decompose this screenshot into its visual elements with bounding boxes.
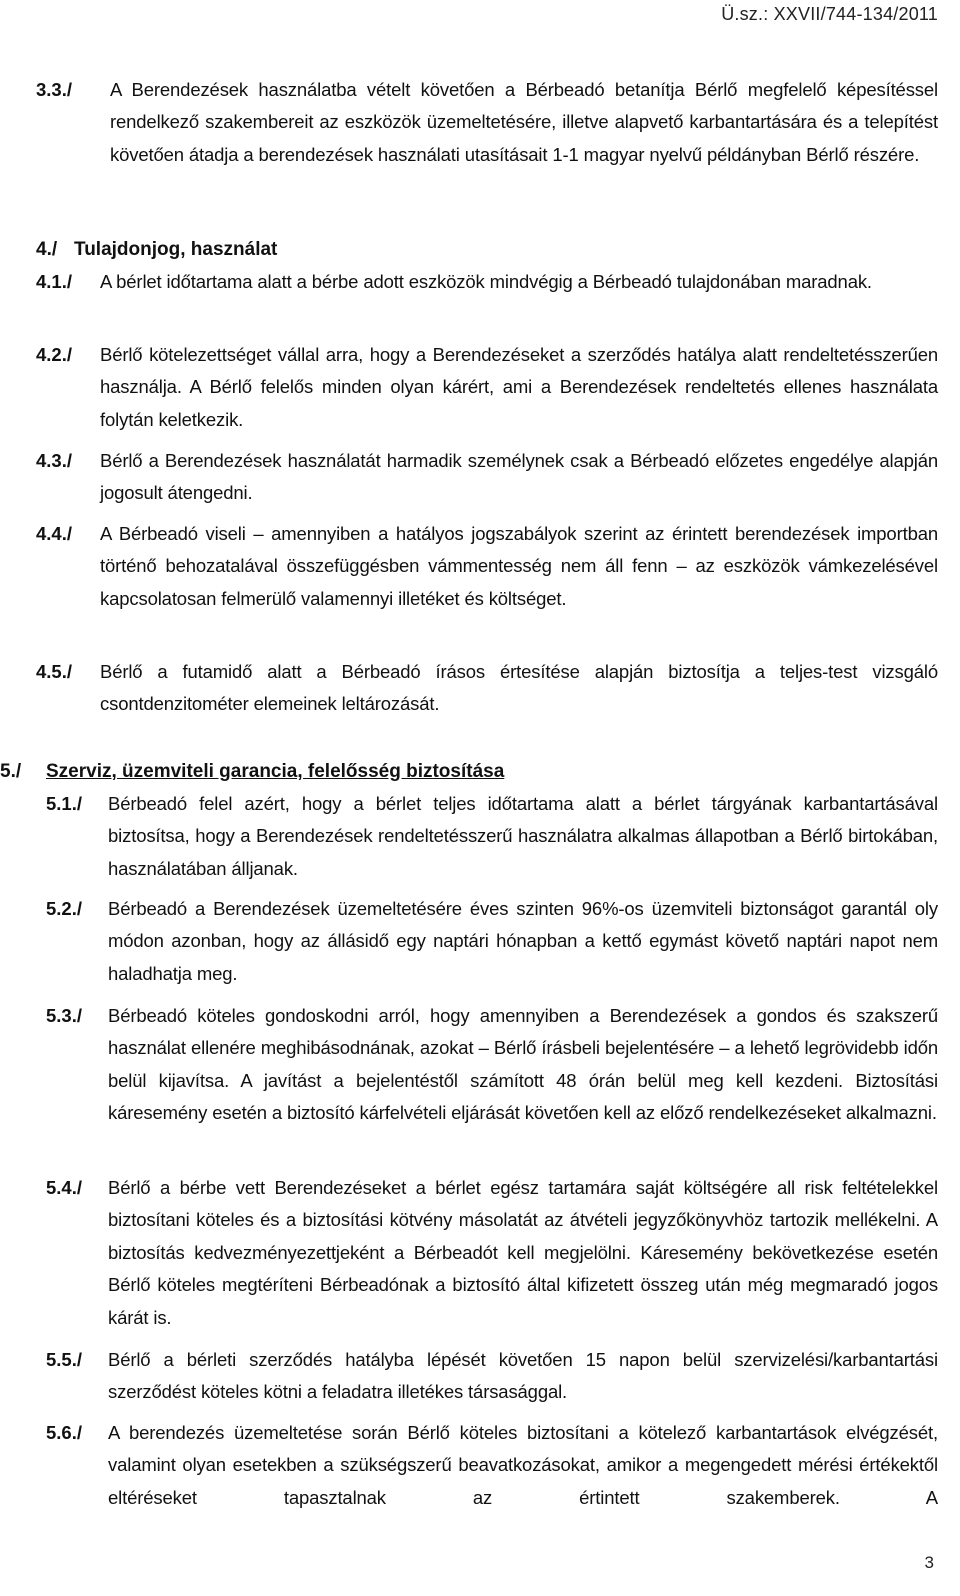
- section-text-4-1: A bérlet időtartama alatt a bérbe adott eszközök mindvégig a Bérbeadó tulajdonában maradnak.: [100, 271, 872, 292]
- section-number-5-3: 5.3./: [46, 1005, 82, 1026]
- section-number-4-3: 4.3./: [36, 450, 72, 471]
- section-number-4-1: 4.1./: [36, 271, 72, 292]
- page-number: 3: [924, 1553, 934, 1572]
- heading-number-4: 4./: [36, 239, 58, 260]
- section-number-5-6: 5.6./: [46, 1422, 82, 1443]
- document-reference: Ü.sz.: XXVII/744-134/2011: [721, 4, 938, 24]
- section-number-5-1: 5.1./: [46, 793, 82, 814]
- section-number-5-5: 5.5./: [46, 1349, 82, 1370]
- section-text-5-2: Bérbeadó a Berendezések üzemeltetésére éves szinten 96%-os üzemviteli biztonságot garantál oly módon azonban, hogy az állásidő egy naptári hónapban a kettő egymást követő naptári napot nem haladhatja meg.: [108, 898, 938, 984]
- section-text-4-5: Bérlő a futamidő alatt a Bérbeadó írásos értesítése alapján biztosítja a teljes-test vizsgáló csontdenzitométer elemeinek leltározását.: [100, 661, 938, 715]
- heading-title-4: Tulajdonjog, használat: [74, 239, 278, 260]
- section-text-4-4: A Bérbeadó viseli – amennyiben a hatályos jogszabályok szerint az érintett berendezések importban történő behozatalával összefüggésben vámmentesség nem áll fenn – az eszközök vámkezelésével kapcsolatosan felmerülő valamennyi illetéket és költséget.: [100, 523, 938, 609]
- section-text-5-4: Bérlő a bérbe vett Berendezéseket a bérlet egész tartamára saját költségére all risk feltételekkel biztosítani köteles és a biztosítási kötvény másolatát az átvételi jegyzőkönyvhöz tartozik mellékelni. A biztosítás kedvezményezettjeként a Bérbeadót kell megjelölni. Káresemény bekövetkezése esetén Bérlő köteles megtéríteni Bérbeadónak a biztosító által kifizetett összeg után még megmaradó jogos kárát is.: [108, 1177, 938, 1328]
- heading-number-5: 5./: [0, 761, 22, 782]
- heading-title-5: Szerviz, üzemviteli garancia, felelősség biztosítása: [46, 761, 505, 782]
- section-number-4-2: 4.2./: [36, 344, 72, 365]
- section-number-5-4: 5.4./: [46, 1177, 82, 1198]
- section-text-4-2: Bérlő kötelezettséget vállal arra, hogy a Berendezéseket a szerződés hatálya alatt rendeltetésszerűen használja. A Bérlő felelős minden olyan kárért, ami a Berendezések rendeltetés ellenes használata folytán keletkezik.: [100, 344, 938, 430]
- section-text-5-3: Bérbeadó köteles gondoskodni arról, hogy amennyiben a Berendezések a gondos és szakszerű használat ellenére meghibásodnának, azokat – Bérlő írásbeli bejelentésére – a lehető legrövidebb időn belül kijavítsa. A javítást a bejelentéstől számított 48 órán belül meg kell kezdeni. Biztosítási káresemény esetén a biztosító kárfelvételi eljárását követően kell az előző rendelkezéseket alkalmazni.: [108, 1005, 938, 1124]
- section-text-5-6: A berendezés üzemeltetése során Bérlő köteles biztosítani a kötelező karbantartások elvégzését, valamint olyan esetekben a szükségszerű beavatkozásokat, amikor a megengedett mérési értékektől eltéréseket tapasztalnak az értintett szakemberek. A: [108, 1422, 938, 1508]
- section-number-4-5: 4.5./: [36, 661, 72, 682]
- section-text-5-5: Bérlő a bérleti szerződés hatályba lépését követően 15 napon belül szervizelési/karbantartási szerződést köteles kötni a feladatra illetékes társasággal.: [108, 1349, 938, 1403]
- section-number-3-3: 3.3./: [36, 79, 72, 100]
- section-text-3-3: A Berendezések használatba vételt követően a Bérbeadó betanítja Bérlő megfelelő képesítéssel rendelkező szakembereit az eszközök üzemeltetésére, illetve alapvető karbantartására és a telepítést követően átadja a berendezések használati utasításait 1-1 magyar nyelvű példányban Bérlő részére.: [110, 79, 938, 165]
- section-number-5-2: 5.2./: [46, 898, 82, 919]
- section-number-4-4: 4.4./: [36, 523, 72, 544]
- section-text-4-3: Bérlő a Berendezések használatát harmadik személynek csak a Bérbeadó előzetes engedélye alapján jogosult átengedni.: [100, 450, 938, 504]
- section-text-5-1: Bérbeadó felel azért, hogy a bérlet teljes időtartama alatt a bérlet tárgyának karbantartásával biztosítsa, hogy a Berendezések rendeltetésszerű használatra alkalmas állapotban a Bérlő birtokában, használatában álljanak.: [108, 793, 938, 879]
